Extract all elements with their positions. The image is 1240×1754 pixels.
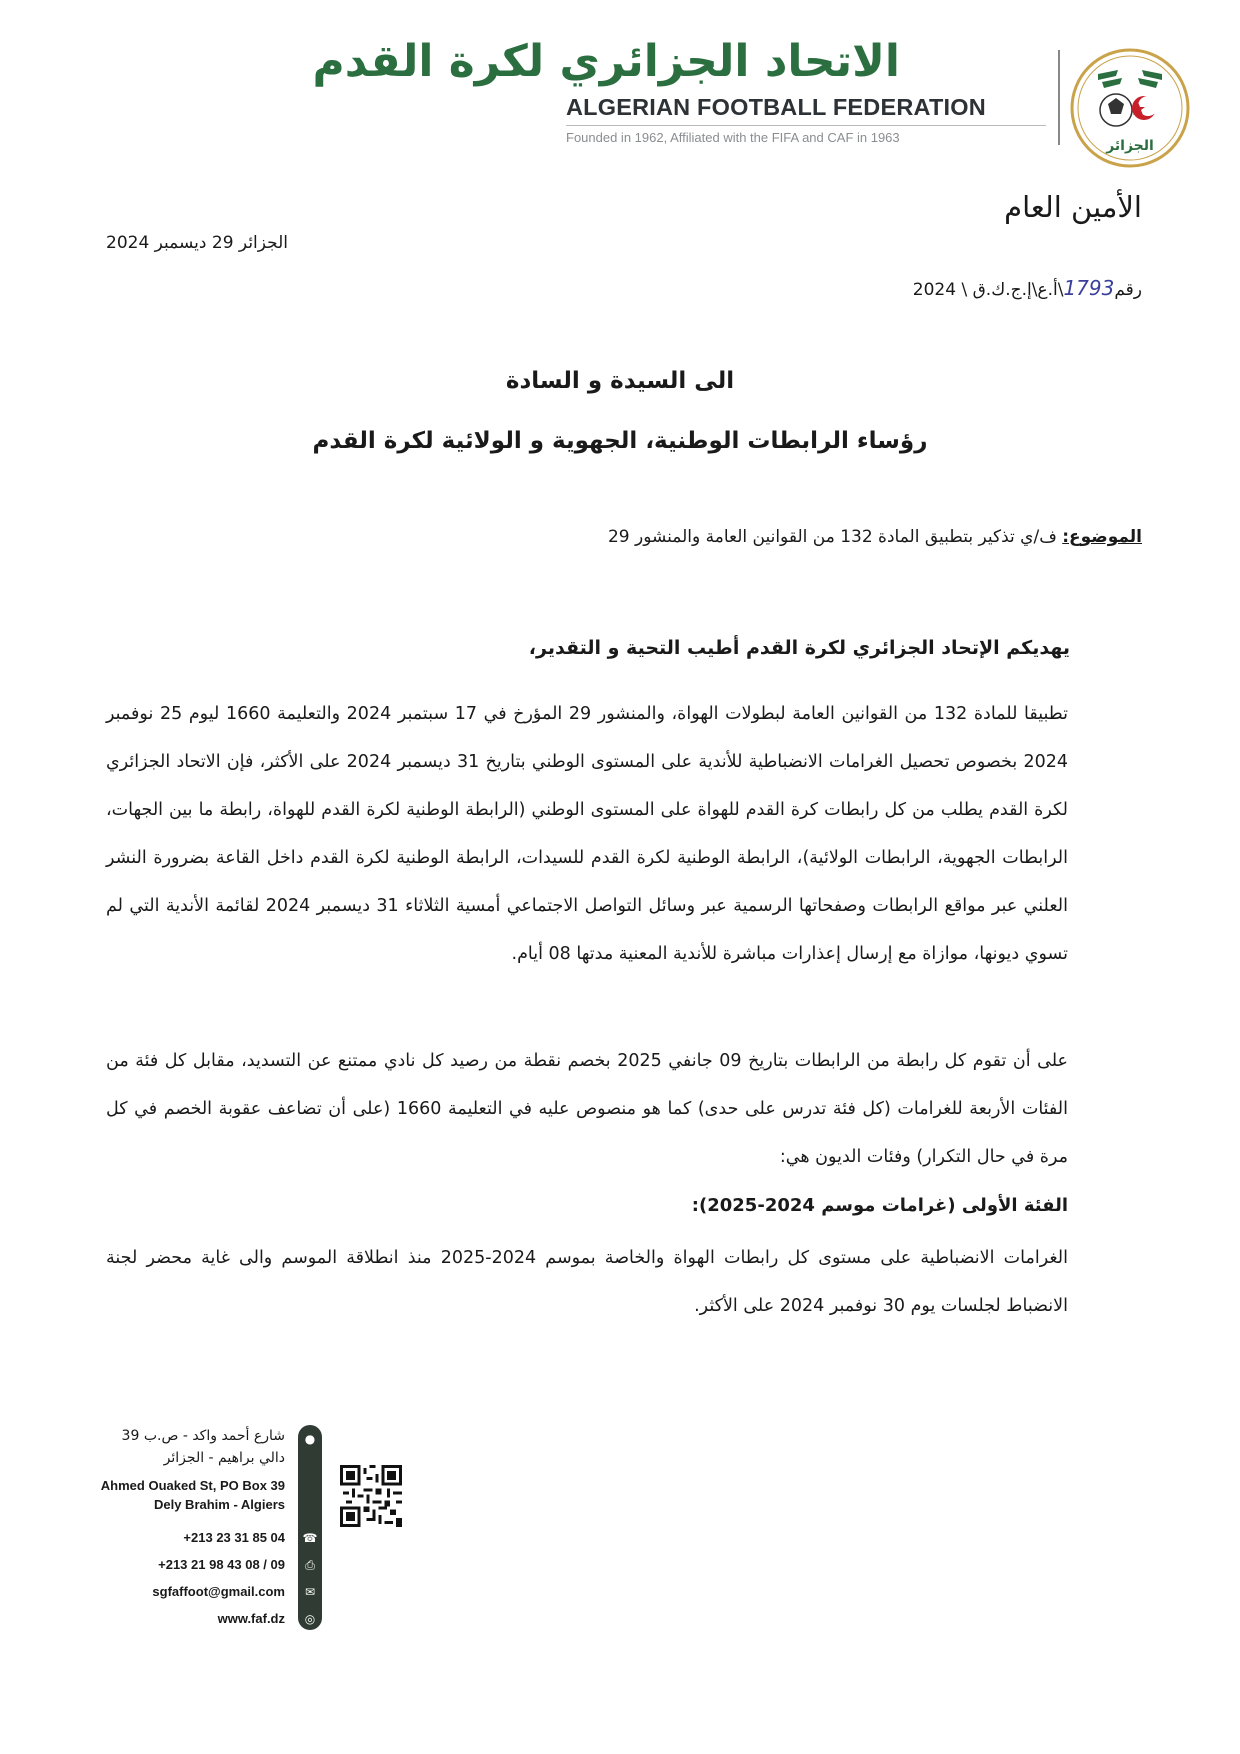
- org-name-english: ALGERIAN FOOTBALL FEDERATION: [566, 94, 986, 120]
- footer-email[interactable]: sgfaffoot@gmail.com: [152, 1584, 285, 1599]
- org-name-arabic: الاتحاد الجزائري لكرة القدم: [312, 36, 900, 87]
- email-icon: ✉: [304, 1585, 316, 1599]
- subject-line: [608, 527, 1142, 547]
- body-paragraph-1: تطبيقا للمادة 132 من القوانين العامة لبطولات الهواة، والمنشور 29 المؤرخ في 17 سبتمبر 2024 والتعليمة 1660 ليوم 25 نوفمبر 2024 بخصوص تحصيل الغرامات الانضباطية للأندية على المستوى الوطني بتاريخ 31 ديسمبر 2024 على الأكثر، فإن الاتحاد الجزائري لكرة القدم يطلب من كل رابطات كرة القدم للهواة على المستوى الوطني (الرابطة الوطنية لكرة القدم للهواة، رابطة ما بين الجهات، الرابطات الجهوية، الرابطات الولائية)، الرابطة الوطنية لكرة القدم للسيدات، الرابطة الوطنية لكرة القدم داخل القاعة بضرورة النشر العلني عبر مواقع الرابطات وصفحاتها الرسمية عبر وسائل التواصل الاجتماعي أمسية الثلاثاء 31 ديسمبر 2024 لقائمة الأندية التي لم تسوي ديونها، موازاة مع إرسال إعذارات مباشرة للأندية المعنية مدتها 08 أيام.: [106, 704, 1069, 964]
- org-founded-line: Founded in 1962, Affiliated with the FIFA and CAF in 1963: [566, 130, 900, 145]
- body-paragraph-2: على أن تقوم كل رابطة من الرابطات بتاريخ 09 جانفي 2025 بخصم نقطة من رصيد كل نادي ممتنع عن التسديد، مقابل كل فئة من الفئات الأربعة للغرامات (كل فئة تدرس على حدى) كما هو منصوص عليه في التعليمة 1660 (على أن تضاعف عقوبة الخصم في كل مرة في حال التكرار) وفئات الديون هي:: [106, 1051, 1068, 1167]
- footer-fax: +213 21 98 43 08 / 09: [158, 1557, 285, 1572]
- footer-address-en-2: Dely Brahim - Algiers: [153, 1497, 285, 1512]
- subject-text: ف/ي تذكير بتطبيق المادة 132 من القوانين العامة والمنشور 29: [607, 527, 1063, 547]
- phone-icon: ☎: [302, 1531, 318, 1545]
- fax-icon: ⎙: [305, 1558, 315, 1572]
- category-1-text: الغرامات الانضباطية على مستوى كل رابطات الهواة والخاصة بموسم 2024-2025 منذ انطلاقة الموسم والى غاية محضر لجنة الانضباط لجلسات يوم 30 نوفمبر 2024 على الأكثر.: [106, 1248, 1069, 1316]
- recipient-line-1: الى السيدة و السادة: [505, 368, 735, 394]
- reference-handwritten-number: 1793: [1063, 276, 1115, 300]
- subject-label: الموضوع:: [1062, 527, 1142, 547]
- emblem-label: الجزائر: [1106, 138, 1154, 154]
- globe-icon: ◎: [304, 1612, 316, 1626]
- faf-emblem-logo: [1068, 46, 1192, 170]
- category-1-title: الفئة الأولى (غرامات موسم 2024-2025):: [691, 1195, 1068, 1216]
- reference-number: [913, 276, 1142, 300]
- footer-address-en-1: Ahmed Ouaked St, PO Box 39: [100, 1478, 285, 1493]
- sender-title: الأمين العام: [1004, 190, 1142, 224]
- qr-code: [340, 1465, 402, 1527]
- recipient-line-2: رؤساء الرابطات الوطنية، الجهوية و الولائية لكرة القدم: [312, 428, 928, 454]
- footer-address-ar-1: شارع أحمد واكد - ص.ب 39: [121, 1428, 285, 1444]
- letter-date: الجزائر 29 ديسمبر 2024: [106, 233, 289, 253]
- faf-emblem-icon: [1068, 46, 1192, 170]
- header-vertical-divider: [1058, 50, 1060, 145]
- location-icon: ●: [304, 1432, 316, 1446]
- qr-code-icon: [340, 1465, 402, 1527]
- footer-website[interactable]: www.faf.dz: [217, 1611, 285, 1626]
- greeting: يهديكم الإتحاد الجزائري لكرة القدم أطيب التحية و التقدير،: [528, 637, 1070, 659]
- footer-address-ar-2: دالي براهيم - الجزائر: [163, 1450, 285, 1466]
- reference-code: \أ.ع\إ.ج.ك.ق \ 2024: [912, 280, 1064, 300]
- reference-label: رقم: [1114, 280, 1142, 300]
- header-divider: [566, 125, 1046, 126]
- footer-phone: +213 23 31 85 04: [183, 1530, 285, 1545]
